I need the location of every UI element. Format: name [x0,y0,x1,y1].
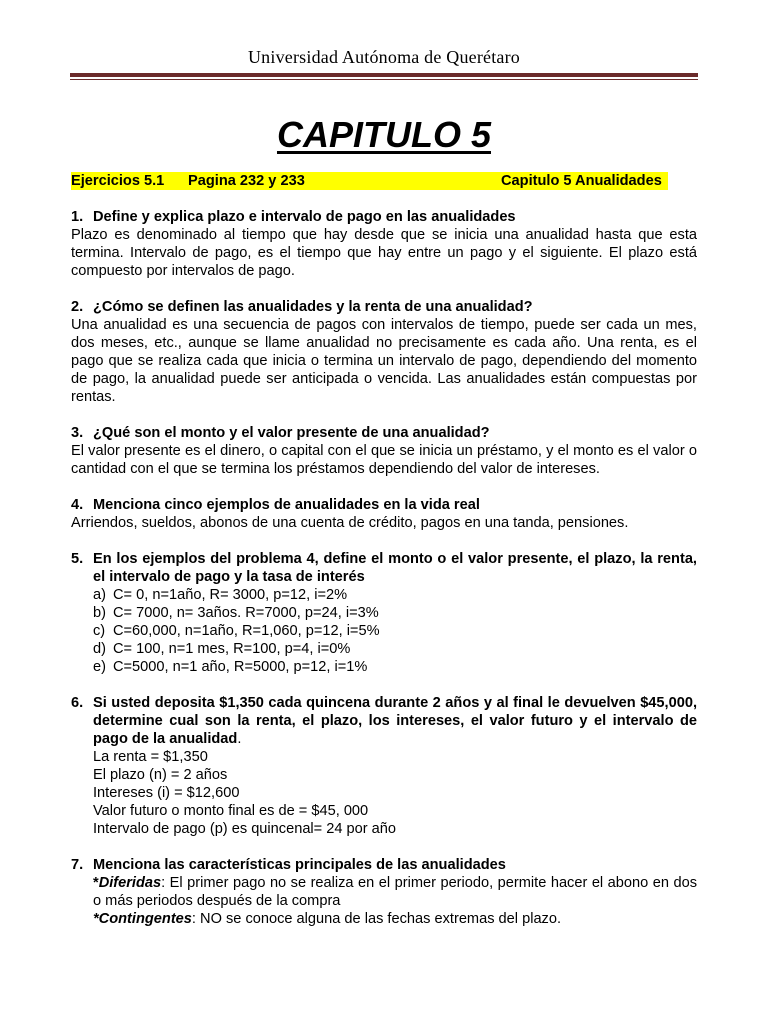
question-7 [71,856,697,928]
question-number: 3. [71,425,84,441]
answer-line: La renta = $1,350 [93,749,208,765]
question-number: 2. [71,299,84,315]
item-text: C= 100, n=1 mes, R=100, p=4, i=0% [113,641,351,657]
answer-lines [71,748,697,838]
list-item [93,658,697,676]
highlight-bar [71,172,697,190]
question-3 [71,424,697,478]
item-text: C=60,000, n=1año, R=1,060, p=12, i=5% [113,623,380,639]
answer-text: El valor presente es el dinero, o capital con el que se inicia un préstamo, y el monto es el valor o cantidad con el que se termina los préstamos dependiendo del valor de intereses. [71,443,697,477]
question-text: Menciona las características principales de las anualidades [93,857,506,873]
question-heading [71,298,697,316]
question-text: Define y explica plazo e intervalo de pago en las anualidades [93,209,516,225]
question-number: 1. [71,209,84,225]
list-item [93,622,697,640]
question-number: 7. [71,857,84,873]
question-heading [71,694,697,748]
document-body [71,172,697,928]
diferidas-text: : El primer pago no se realiza en el primer periodo, permite hacer el abono en dos o más periodos después de la compra [93,875,697,909]
question-heading [71,496,697,514]
answer-text: Arriendos, sueldos, abonos de una cuenta de crédito, pagos en una tanda, pensiones. [71,515,629,531]
question-heading [71,424,697,442]
question-text: Si usted deposita $1,350 cada quincena durante 2 años y al final le devuelven $45,000, determine cual son la renta, el plazo, los intereses, el valor futuro y el intervalo de pago de la anualidad [93,695,697,747]
chapter-title: CAPITULO 5 [276,114,491,155]
chapter-label: Capitulo 5 Anualidades [501,173,662,189]
question-4 [71,496,697,532]
question-heading [71,856,697,874]
university-header: Universidad Autónoma de Querétaro [247,47,521,67]
item-label: b) [93,605,106,621]
question-heading [71,550,697,586]
item-label: a) [93,587,106,603]
contingentes-paragraph [71,910,697,928]
list-item [93,640,697,658]
question-1 [71,208,697,280]
question-number: 4. [71,497,84,513]
diferidas-paragraph [71,874,697,910]
answer-line: Valor futuro o monto final es de = $45, 000 [93,803,369,819]
answer-text: Una anualidad es una secuencia de pagos con intervalos de tiempo, puede ser cada un mes, dos meses, etc., aunque se llame anualidad no precisamente es cada año. Una renta, es el pago que se realiza cada que inicia o termina un intervalo de pago, dependiendo del momento de pago, la anualidad puede ser anticipada o vencida. Las anualidades están compuestas por rentas. [71,317,697,405]
question-6 [71,694,697,838]
item-label: e) [93,659,106,675]
list-item [93,586,697,604]
exercises-label: Ejercicios 5.1 [71,173,165,189]
question-heading [71,208,697,226]
example-list [71,586,697,676]
question-number: 5. [71,551,84,567]
header-rule-thick [70,73,698,77]
question-text-wrap [93,694,697,748]
diferidas-asterisk: * [93,875,99,891]
item-text: C= 0, n=1año, R= 3000, p=12, i=2% [113,587,348,603]
question-text: ¿Qué son el monto y el valor presente de una anualidad? [93,425,490,441]
header-rule-thin [70,79,698,80]
question-text: ¿Cómo se definen las anualidades y la renta de una anualidad? [93,299,533,315]
pages-label: Pagina 232 y 233 [188,173,305,189]
question-2 [71,298,697,406]
question-number: 6. [71,695,84,711]
diferidas-term: Diferidas [98,875,162,891]
answer-text: Plazo es denominado al tiempo que hay desde que se inicia una anualidad hasta que esta termina. Intervalo de pago, es el tiempo que hay entre un pago y el siguiente. El plazo está compuesto por intervalos de pago. [71,227,697,279]
question-5 [71,550,697,676]
question-text: Menciona cinco ejemplos de anualidades en la vida real [93,497,480,513]
item-text: C=5000, n=1 año, R=5000, p=12, i=1% [113,659,368,675]
item-text: C= 7000, n= 3años. R=7000, p=24, i=3% [113,605,379,621]
contingentes-text: : NO se conoce alguna de las fechas extremas del plazo. [191,911,562,927]
item-label: d) [93,641,106,657]
contingentes-term: *Contingentes [93,911,192,927]
question-text: En los ejemplos del problema 4, define el monto o el valor presente, el plazo, la renta, el intervalo de pago y la tasa de interés [93,551,697,585]
answer-line: Intervalo de pago (p) es quincenal= 24 por año [93,821,397,837]
question-period: . [237,731,242,747]
list-item [93,604,697,622]
answer-line: Intereses (i) = $12,600 [93,785,240,801]
answer-line: El plazo (n) = 2 años [93,767,228,783]
item-label: c) [93,623,106,639]
